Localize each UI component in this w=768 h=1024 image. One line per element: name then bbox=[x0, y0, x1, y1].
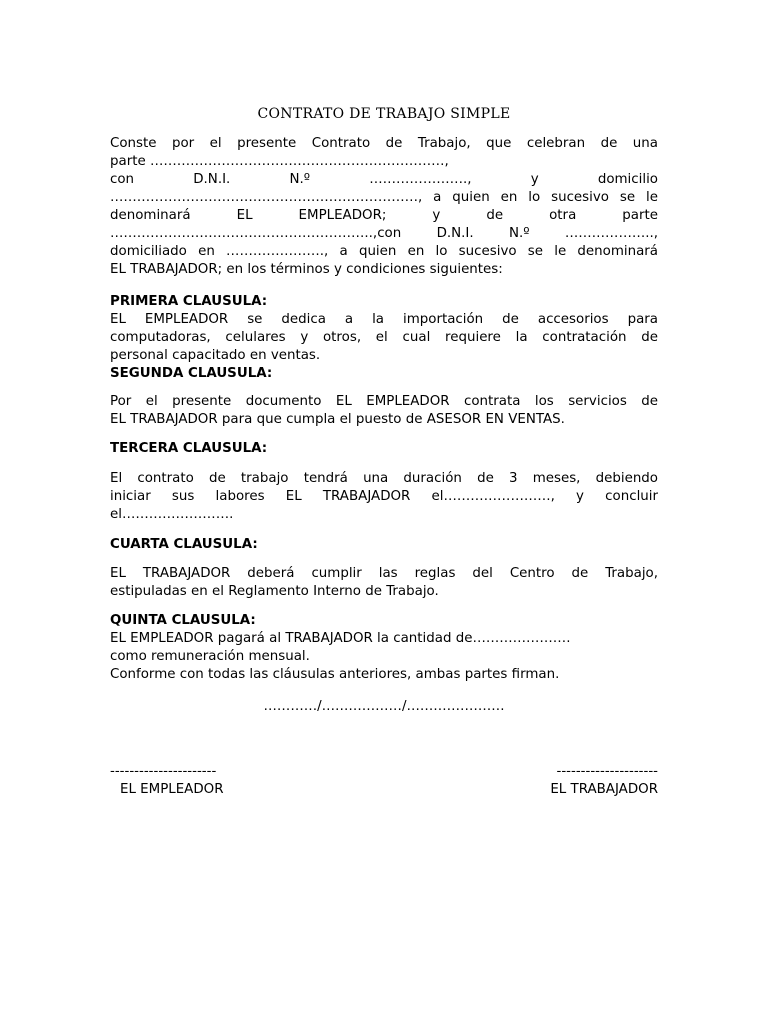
clause-quinta bbox=[110, 612, 658, 684]
clause-tercera-text bbox=[110, 470, 658, 524]
clause-line: Conforme con todas las cláusulas anteriores, ambas partes firman. bbox=[110, 667, 560, 682]
clause-line: EL TRABAJADOR para que cumpla el puesto de ASESOR EN VENTAS. bbox=[110, 412, 565, 427]
intro-line: Conste por el presente Contrato de Trabajo, que celebran de una bbox=[110, 136, 658, 151]
clause-heading: SEGUNDA CLAUSULA: bbox=[110, 366, 273, 381]
clause-line: Por el presente documento EL EMPLEADOR contrata los servicios de bbox=[110, 394, 658, 409]
clause-heading: PRIMERA CLAUSULA: bbox=[110, 294, 268, 309]
signature-label: EL TRABAJADOR bbox=[550, 782, 658, 797]
clause-line: computadoras, celulares y otros, el cual requiere la contratación de bbox=[110, 330, 658, 345]
clause-heading: CUARTA CLAUSULA: bbox=[110, 537, 258, 552]
clause-segunda bbox=[110, 365, 658, 383]
clause-cuarta-text bbox=[110, 565, 658, 601]
clause-line: El contrato de trabajo tendrá una duración de 3 meses, debiendo bbox=[110, 471, 658, 486]
clause-heading: TERCERA CLAUSULA: bbox=[110, 441, 268, 456]
date-line bbox=[110, 698, 658, 716]
clause-line: como remuneración mensual. bbox=[110, 649, 310, 664]
intro-line: con D.N.I. N.º …………………., y domicilio bbox=[110, 172, 658, 187]
intro-line: EL TRABAJADOR; en los términos y condiciones siguientes: bbox=[110, 262, 503, 277]
intro-line: ……………………………………………………………, a quien en lo sucesivo se le bbox=[110, 190, 658, 205]
clause-line: estipuladas en el Reglamento Interno de Trabajo. bbox=[110, 584, 439, 599]
signature-employer bbox=[110, 763, 224, 799]
signature-line: ---------------------- bbox=[110, 764, 217, 779]
signature-worker bbox=[550, 763, 658, 799]
date-placeholder: …………/………………/…………………. bbox=[263, 699, 505, 714]
intro-line: domiciliado en …………………., a quien en lo sucesivo se le denominará bbox=[110, 244, 658, 259]
intro-paragraph bbox=[110, 135, 658, 279]
clause-line: EL TRABAJADOR deberá cumplir las reglas del Centro de Trabajo, bbox=[110, 566, 658, 581]
clause-line: EL EMPLEADOR se dedica a la importación de accesorios para bbox=[110, 312, 658, 327]
clause-tercera bbox=[110, 440, 658, 458]
document-title: CONTRATO DE TRABAJO SIMPLE bbox=[257, 106, 511, 122]
clause-cuarta bbox=[110, 536, 658, 554]
intro-line: parte …………………………………………………………, bbox=[110, 154, 449, 169]
intro-line: …………………………………………………..,con D.N.I. N.º ……………….., bbox=[110, 226, 658, 241]
clause-segunda-text bbox=[110, 393, 658, 429]
clause-line: el……………………. bbox=[110, 507, 234, 522]
intro-line: denominará EL EMPLEADOR; y de otra parte bbox=[110, 208, 658, 223]
signature-label: EL EMPLEADOR bbox=[120, 782, 224, 797]
clause-primera bbox=[110, 293, 658, 365]
signature-line: --------------------- bbox=[556, 764, 658, 779]
clause-line: iniciar sus labores EL TRABAJADOR el……………………, y concluir bbox=[110, 489, 658, 504]
clause-line: personal capacitado en ventas. bbox=[110, 348, 321, 363]
clause-heading: QUINTA CLAUSULA: bbox=[110, 613, 256, 628]
clause-line: EL EMPLEADOR pagará al TRABAJADOR la cantidad de…………………. bbox=[110, 631, 571, 646]
